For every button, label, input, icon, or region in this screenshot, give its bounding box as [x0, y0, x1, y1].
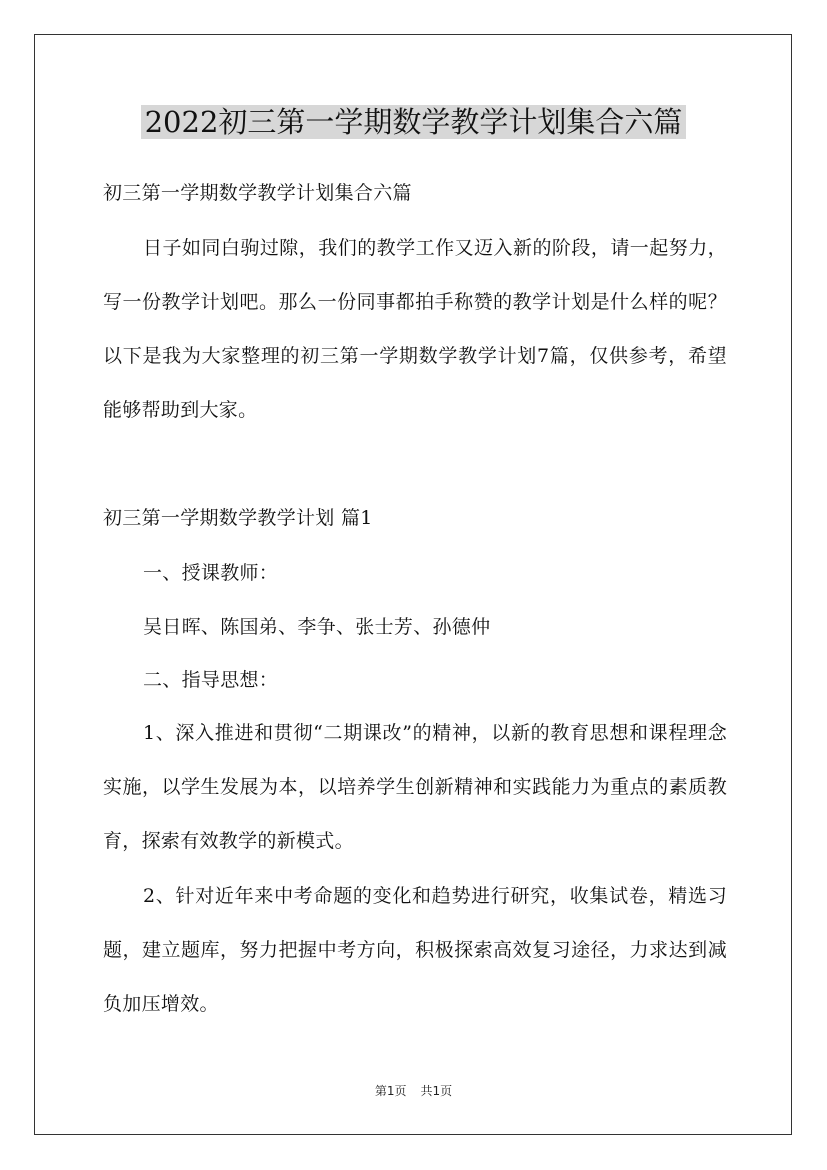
teachers-heading: 一、授课教师： [143, 562, 279, 584]
page-number: 第1页 [374, 1084, 407, 1098]
document-title-text: 2022初三第一学期数学教学计划集合六篇 [141, 105, 687, 139]
document-title [0, 99, 827, 145]
guiding-heading: 二、指导思想： [143, 669, 279, 691]
section-heading: 初三第一学期数学教学计划 篇1 [103, 507, 373, 529]
teachers-list: 吴日晖、陈国弟、李争、张士芳、孙德仲 [143, 616, 491, 638]
document-subtitle: 初三第一学期数学教学计划集合六篇 [103, 182, 412, 204]
point-2-paragraph: 2、针对近年来中考命题的变化和趋势进行研究，收集试卷，精选习题，建立题库，努力把握中考方向，积极探索高效复习途径，力求达到减负加压增效。 [103, 885, 727, 1015]
page-total: 共1页 [420, 1084, 453, 1098]
page-footer [0, 1082, 827, 1099]
intro-paragraph: 日子如同白驹过隙，我们的教学工作又迈入新的阶段，请一起努力，写一份教学计划吧。那么一份同事都拍手称赞的教学计划是什么样的呢？以下是我为大家整理的初三第一学期数学教学计划7篇，仅供参考，希望能够帮助到大家。 [103, 237, 727, 421]
point-1-paragraph: 1、深入推进和贯彻“二期课改”的精神，以新的教育思想和课程理念实施，以学生发展为本，以培养学生创新精神和实践能力为重点的素质教育，探索有效教学的新模式。 [103, 722, 727, 852]
